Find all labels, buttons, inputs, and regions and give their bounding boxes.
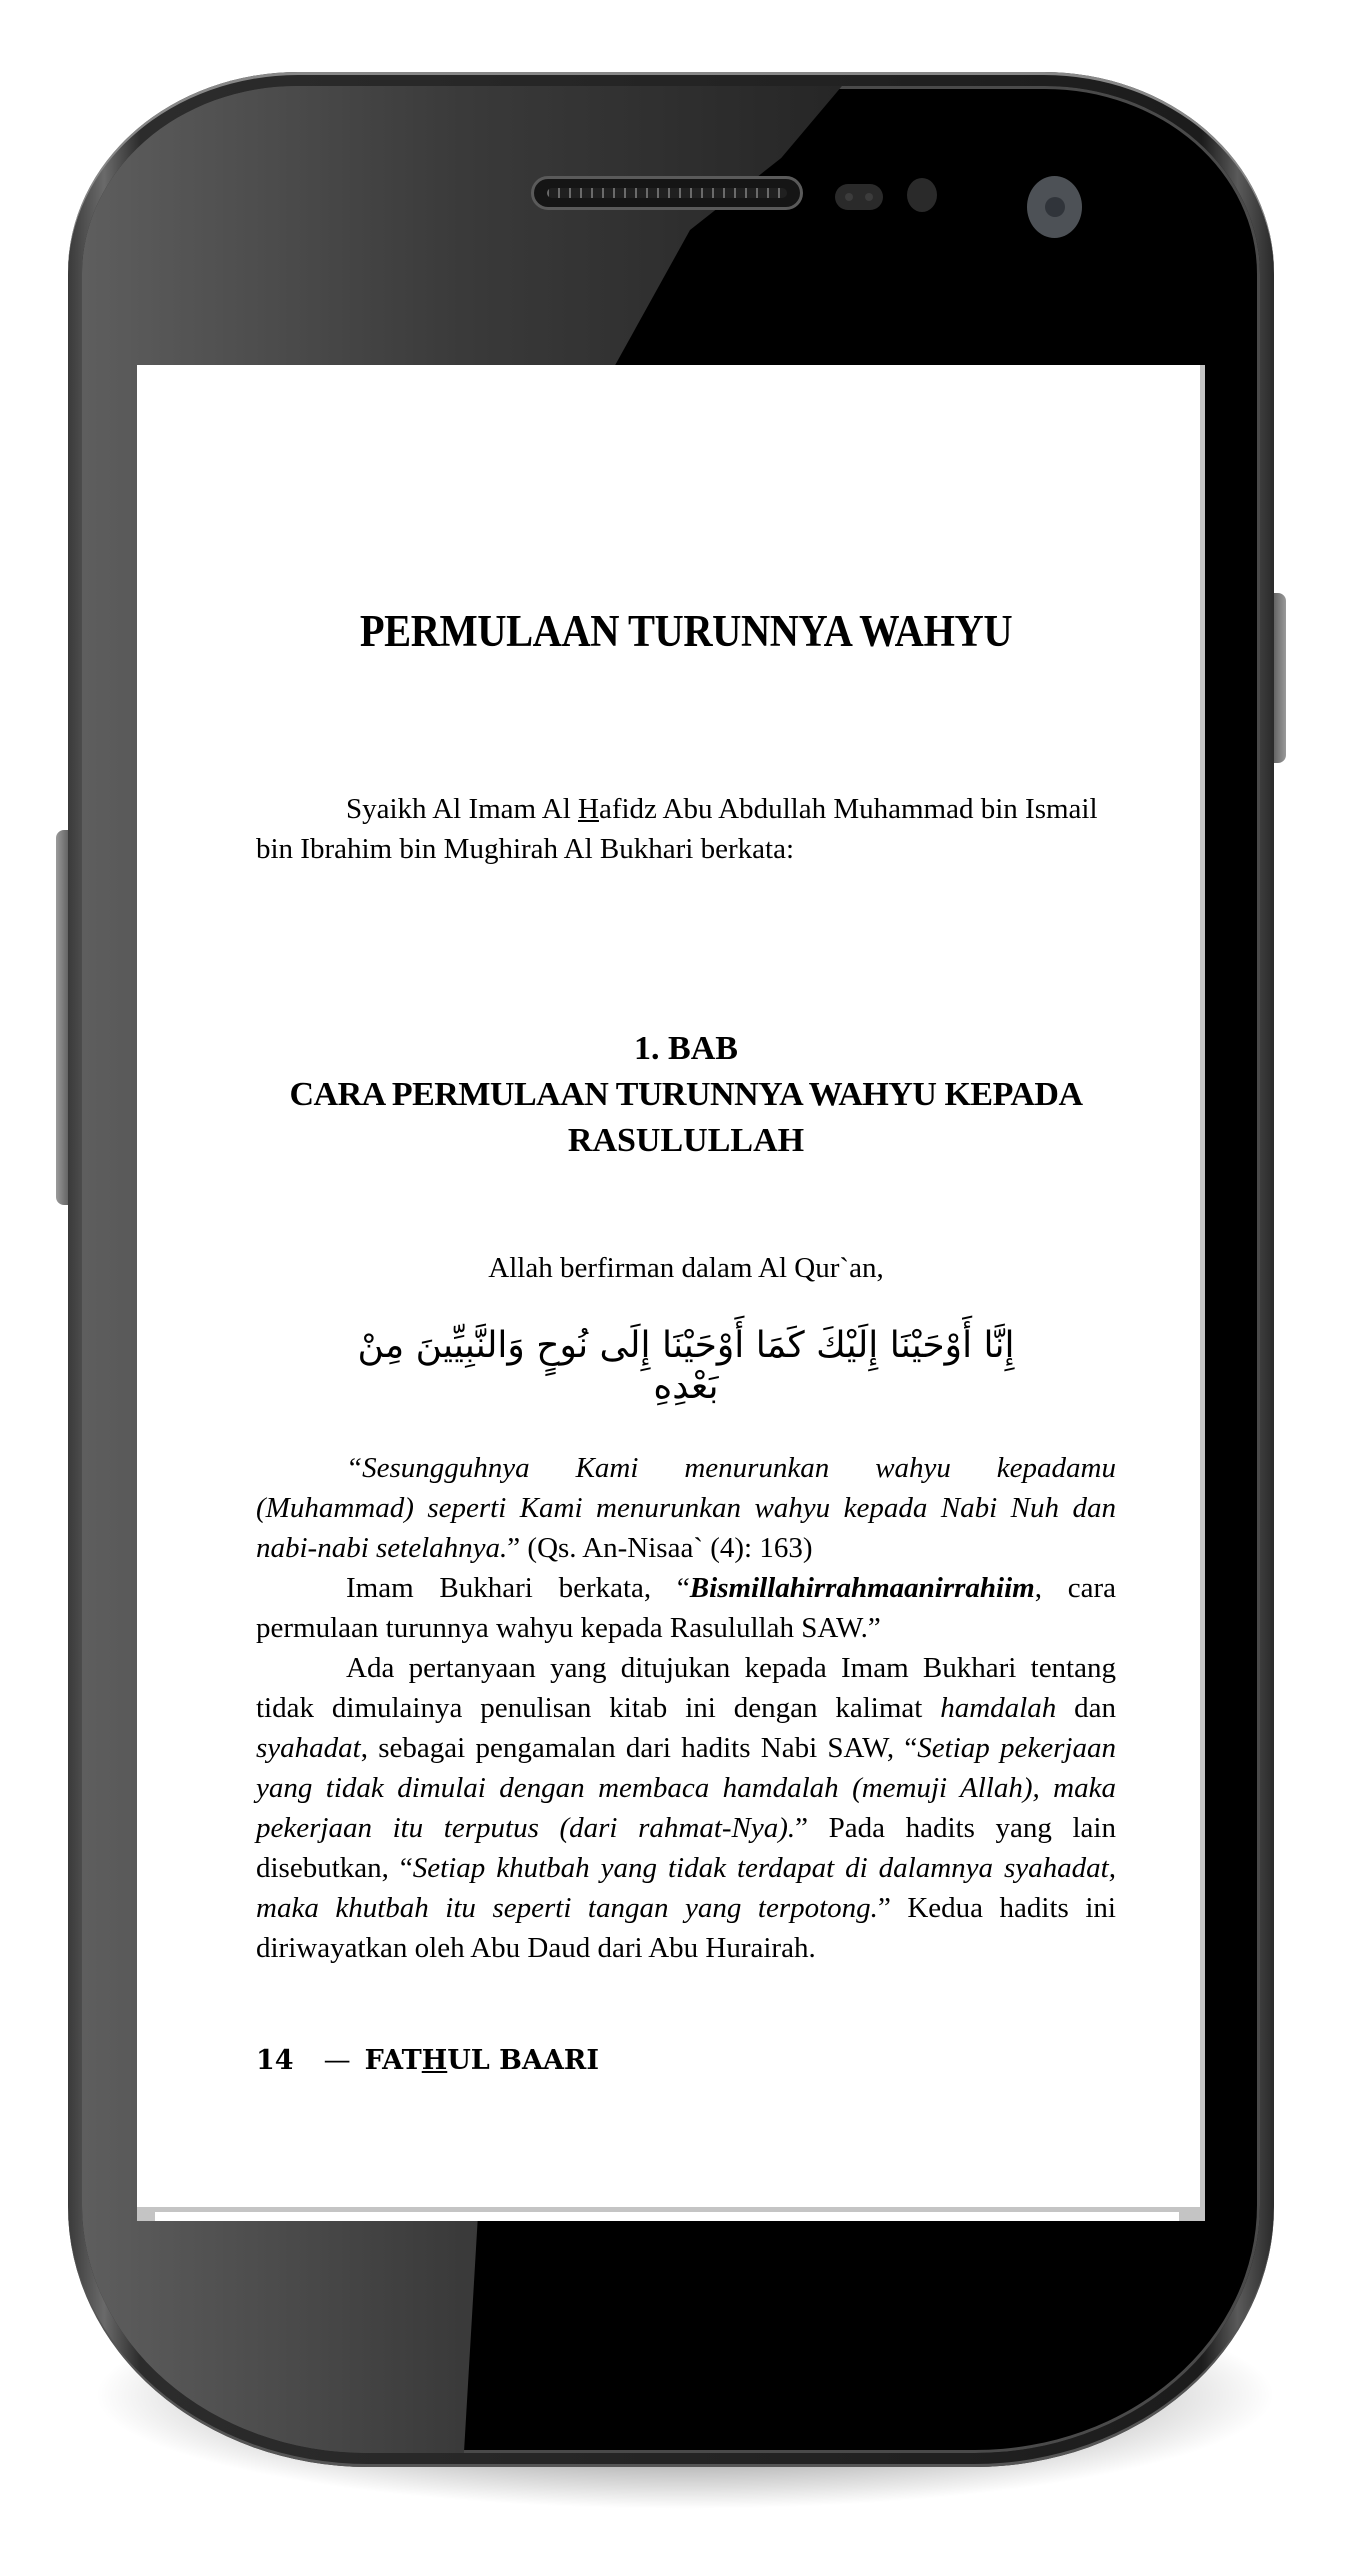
page-title: PERMULAAN TURUNNYA WAHYU (359, 606, 1013, 656)
front-camera-icon (1027, 176, 1082, 238)
bukhari-line-1: Imam Bukhari berkata, “Bismillahirrahmaanirrahiim, cara (346, 1572, 1116, 1604)
quran-intro: Allah berfirman dalam Al Qur`an, (488, 1252, 884, 1284)
earpiece-speaker-icon (531, 176, 803, 210)
discussion-line-5: pekerjaan itu terputus (dari rahmat-Nya).” Pada hadits yang lain (256, 1812, 1116, 1844)
phone-screen[interactable] (137, 365, 1205, 2221)
chapter-heading-line-2: RASULULLAH (567, 1122, 805, 1159)
book-title: FATHUL BAARI (364, 2045, 599, 2076)
translation-line-3: nabi-nabi setelahnya.” (Qs. An-Nisaa` (4): 163) (256, 1532, 813, 1564)
translation-line-2: (Muhammad) seperti Kami menurunkan wahyu kepada Nabi Nuh dan (256, 1492, 1116, 1524)
page-number: 14 (256, 2045, 294, 2076)
power-button[interactable] (1272, 593, 1286, 763)
next-page-edge (155, 2212, 1179, 2221)
chapter-heading-line-1: CARA PERMULAAN TURUNNYA WAHYU KEPADA (289, 1076, 1083, 1113)
book-page[interactable] (137, 365, 1200, 2207)
translation-line-1: “Sesungguhnya Kami menurunkan wahyu kepadamu (346, 1452, 1116, 1484)
bukhari-line-2: permulaan turunnya wahyu kepada Rasulullah SAW.” (256, 1612, 881, 1644)
arabic-verse: إِنَّا أَوْحَيْنَا إِلَيْكَ كَمَا أَوْحَيْنَا إِلَى نُوحٍ وَالنَّبِيِّينَ مِنْ بَعْدِهِ (357, 1325, 1015, 1407)
discussion-line-2: tidak dimulainya penulisan kitab ini dengan kalimat hamdalah dan (256, 1692, 1116, 1724)
discussion-line-4: yang tidak dimulai dengan membaca hamdalah (memuji Allah), maka (256, 1772, 1116, 1804)
proximity-sensor-icon (835, 184, 883, 210)
light-sensor-icon (907, 178, 937, 212)
footer-separator: — (323, 2045, 351, 2076)
intro-line-1: Syaikh Al Imam Al Hafidz Abu Abdullah Muhammad bin Ismail (346, 793, 1098, 825)
page-footer (256, 2045, 599, 2076)
discussion-line-8: diriwayatkan oleh Abu Daud dari Abu Hurairah. (256, 1932, 816, 1964)
discussion-line-1: Ada pertanyaan yang ditujukan kepada Imam Bukhari tentang (346, 1652, 1116, 1684)
discussion-line-7: maka khutbah itu seperti tangan yang terpotong.” Kedua hadits ini (256, 1892, 1116, 1924)
chapter-number: 1. BAB (634, 1030, 738, 1067)
discussion-line-6: disebutkan, “Setiap khutbah yang tidak terdapat di dalamnya syahadat, (256, 1852, 1116, 1884)
intro-line-2: bin Ibrahim bin Mughirah Al Bukhari berkata: (256, 833, 795, 865)
discussion-line-3: syahadat, sebagai pengamalan dari hadits Nabi SAW, “Setiap pekerjaan (256, 1732, 1116, 1764)
